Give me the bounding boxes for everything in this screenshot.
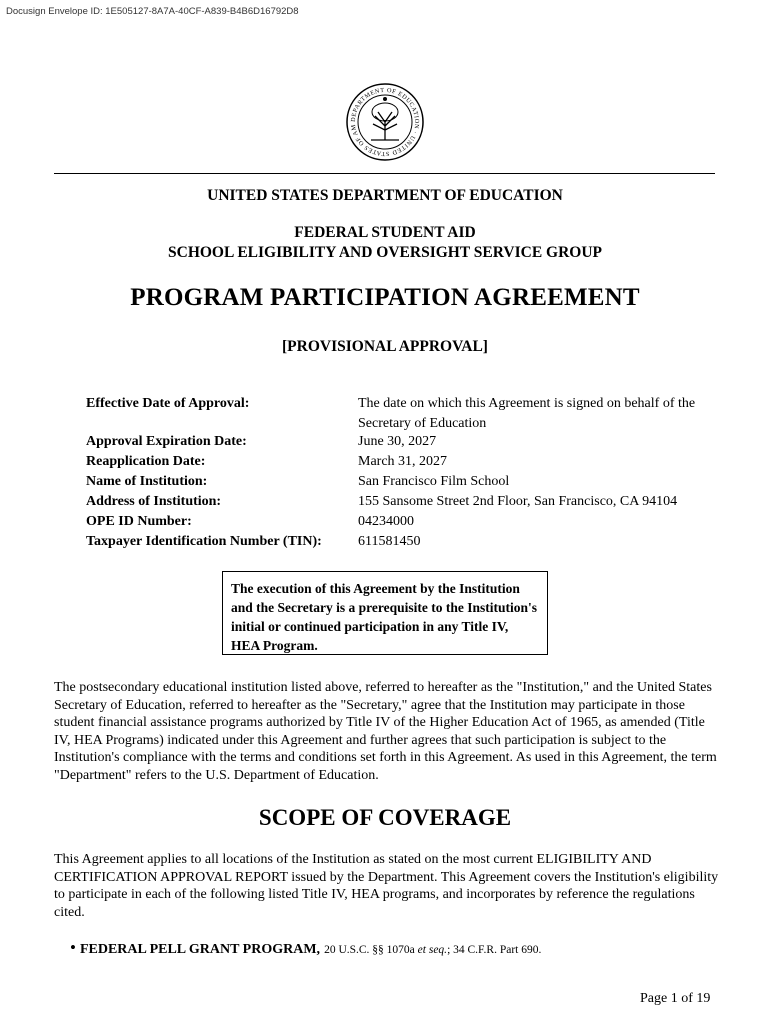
institution-name-value: San Francisco Film School: [358, 474, 510, 489]
department-seal-icon: [345, 82, 425, 162]
bullet-icon: •: [70, 938, 76, 957]
envelope-id: Docusign Envelope ID: 1E505127-8A7A-40CF-A839-B4B6D16792D8: [6, 6, 299, 17]
header-divider: [54, 173, 715, 174]
program-citation: 20 U.S.C. §§ 1070a et seq.; 34 C.F.R. Part 690.: [324, 944, 542, 956]
ope-id-value: 04234000: [358, 514, 414, 529]
institution-address-value: 155 Sansome Street 2nd Floor, San Francisco, CA 94104: [358, 494, 678, 509]
department-heading: UNITED STATES DEPARTMENT OF EDUCATION: [207, 187, 563, 204]
tin-label: Taxpayer Identification Number (TIN):: [86, 534, 322, 549]
expiration-date-value: June 30, 2027: [358, 434, 437, 449]
institution-address-label: Address of Institution:: [86, 494, 222, 509]
scope-heading: SCOPE OF COVERAGE: [258, 805, 512, 830]
reapplication-date-value: March 31, 2027: [358, 454, 448, 469]
program-list-item: [70, 938, 541, 958]
effective-date-value: The date on which this Agreement is signed on behalf of the Secretary of Education: [358, 396, 696, 431]
office-heading: FEDERAL STUDENT AID: [294, 224, 476, 241]
document-title: PROGRAM PARTICIPATION AGREEMENT: [130, 284, 640, 311]
prerequisite-notice-box: The execution of this Agreement by the Institution and the Secretary is a prerequisite to the Institution's initial or continued participation in any Title IV, HEA Program.: [222, 571, 548, 655]
intro-paragraph: The postsecondary educational institution listed above, referred to hereafter as the "Institution," and the United States Secretary of Education, referred to hereafter as the "Secretary," agree that the Institution may participate in those student financial assistance programs authorized by Title IV of the Higher Education Act of 1965, as amended (Title IV, HEA Programs) indicated under this Agreement and further agrees that such participation is subject to the Institution's compliance with the terms and conditions set forth in this Agreement. As used in this Agreement, the term "Department" refers to the U.S. Department of Education.: [54, 680, 717, 783]
expiration-date-label: Approval Expiration Date:: [86, 434, 247, 449]
ope-id-label: OPE ID Number:: [86, 514, 192, 529]
effective-date-label: Effective Date of Approval:: [86, 396, 250, 411]
reapplication-date-label: Reapplication Date:: [86, 454, 206, 469]
group-heading: SCHOOL ELIGIBILITY AND OVERSIGHT SERVICE GROUP: [168, 244, 602, 261]
tin-value: 611581450: [358, 534, 421, 549]
program-name: FEDERAL PELL GRANT PROGRAM,: [79, 942, 321, 957]
seal-text: DEPARTMENT OF EDUCATION · UNITED STATES OF AM: [349, 86, 421, 158]
page-number: Page 1 of 19: [640, 991, 711, 1006]
scope-paragraph: This Agreement applies to all locations of the Institution as stated on the most current ELIGIBILITY AND CERTIFICATION APPROVAL REPORT issued by the Department. This Agreement covers the Institution's eligibility to participate in each of the following listed Title IV, HEA programs, and incorporates by reference the regulations cited.: [54, 852, 719, 920]
document-subtitle: [PROVISIONAL APPROVAL]: [282, 338, 488, 355]
institution-name-label: Name of Institution:: [86, 474, 208, 489]
